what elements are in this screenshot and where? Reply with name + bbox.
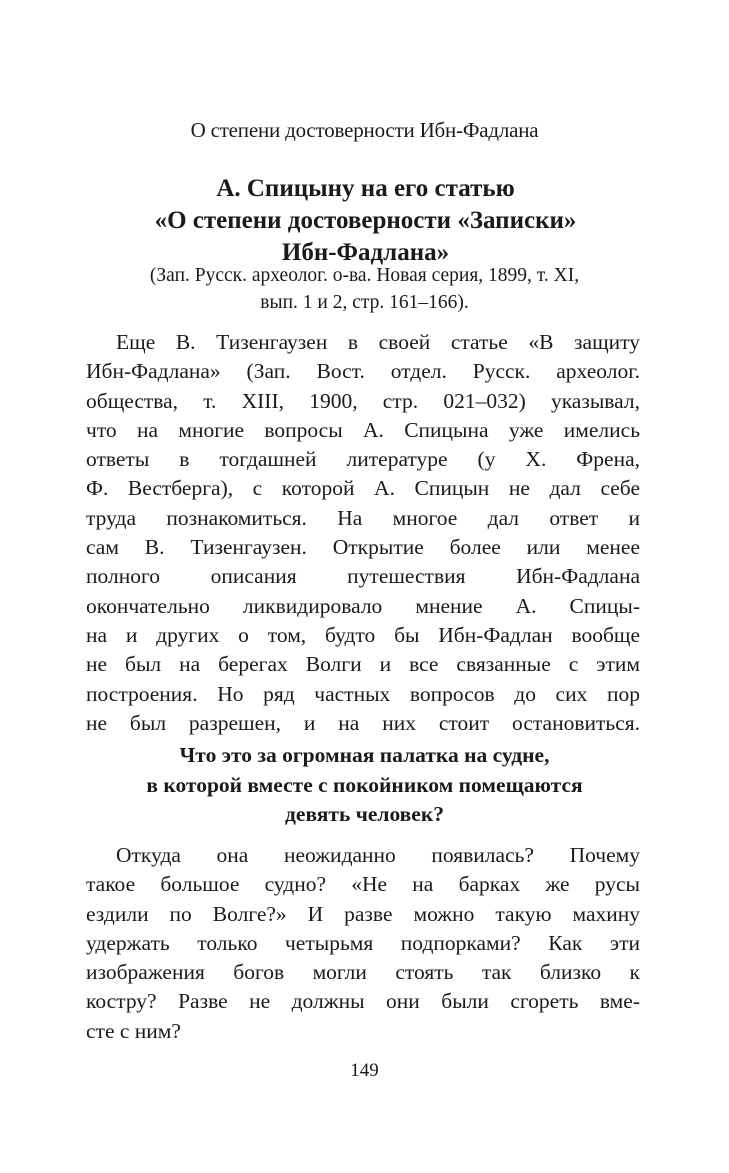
citation-line: вып. 1 и 2, стр. 161–166). <box>260 292 469 313</box>
running-head: О степени достоверности Ибн-Фадлана <box>190 118 539 142</box>
paragraph-line: Откуда она неожиданно появилась? Почему <box>116 843 640 867</box>
section-heading-line: в которой вместе с покойником помещаются <box>146 772 583 797</box>
paragraph-line: сам В. Тизенгаузен. Открытие более или менее <box>86 535 640 560</box>
section-heading <box>40 741 689 830</box>
paragraph-line: Еще В. Тизенгаузен в своей статье «В защиту <box>116 330 640 354</box>
paragraph-line: не был на берегах Волги и все связанные с этим <box>86 652 640 677</box>
section-heading-line: Что это за огромная палатка на судне, <box>179 743 550 767</box>
paragraph-line: полного описания путешествия Ибн-Фадлана <box>86 564 640 589</box>
article-title-line: Ибн-Фадлана» <box>281 239 450 266</box>
section-paragraph <box>86 841 640 1046</box>
paragraph-line: на и других о том, будто бы Ибн-Фадлан вообще <box>86 622 640 647</box>
article-citation <box>40 262 689 316</box>
paragraph-line: Ф. Вестберга), с которой А. Спицын не дал себе <box>86 476 640 501</box>
paragraph-line: труда познакомиться. На многое дал ответ и <box>86 505 640 530</box>
article-title-line: «О степени достоверности «Записки» <box>154 207 577 234</box>
paragraph-line: окончательно ликвидировало мнение А. Спицы- <box>86 593 640 618</box>
article-title-line: А. Спицыну на его статью <box>216 175 515 202</box>
paragraph-line: сте с ним? <box>86 1018 181 1043</box>
page-number: 149 <box>350 1060 379 1081</box>
paragraph-line: общества, т. XIII, 1900, стр. 021–032) указывал, <box>86 388 640 413</box>
paragraph-line: такое большое судно? «Не на барках же русы <box>86 872 640 897</box>
paragraph-line: ответы в тогдашней литературе (у Х. Френа, <box>86 447 640 472</box>
paragraph-line: что на многие вопросы А. Спицына уже имелись <box>86 417 640 442</box>
paragraph-line: изображения богов могли стоять так близко к <box>86 960 640 985</box>
paragraph-line: ездили по Волге?» И разве можно такую махину <box>86 901 640 926</box>
paragraph-line: построения. Но ряд частных вопросов до сих пор <box>86 681 640 706</box>
intro-paragraph <box>86 328 640 738</box>
paragraph-line: костру? Разве не должны они были сгореть вме- <box>86 989 640 1014</box>
article-title <box>60 173 671 269</box>
section-heading-line: девять человек? <box>285 802 444 826</box>
paragraph-line: Ибн-Фадлана» (Зап. Вост. отдел. Русск. археолог. <box>86 359 640 384</box>
paragraph-line: не был разрешен, и на них стоит остановиться. <box>86 710 640 735</box>
citation-line: (Зап. Русск. археолог. о-ва. Новая серия, 1899, т. XI, <box>149 265 580 286</box>
paragraph-line: удержать только четырьмя подпорками? Как эти <box>86 930 640 955</box>
